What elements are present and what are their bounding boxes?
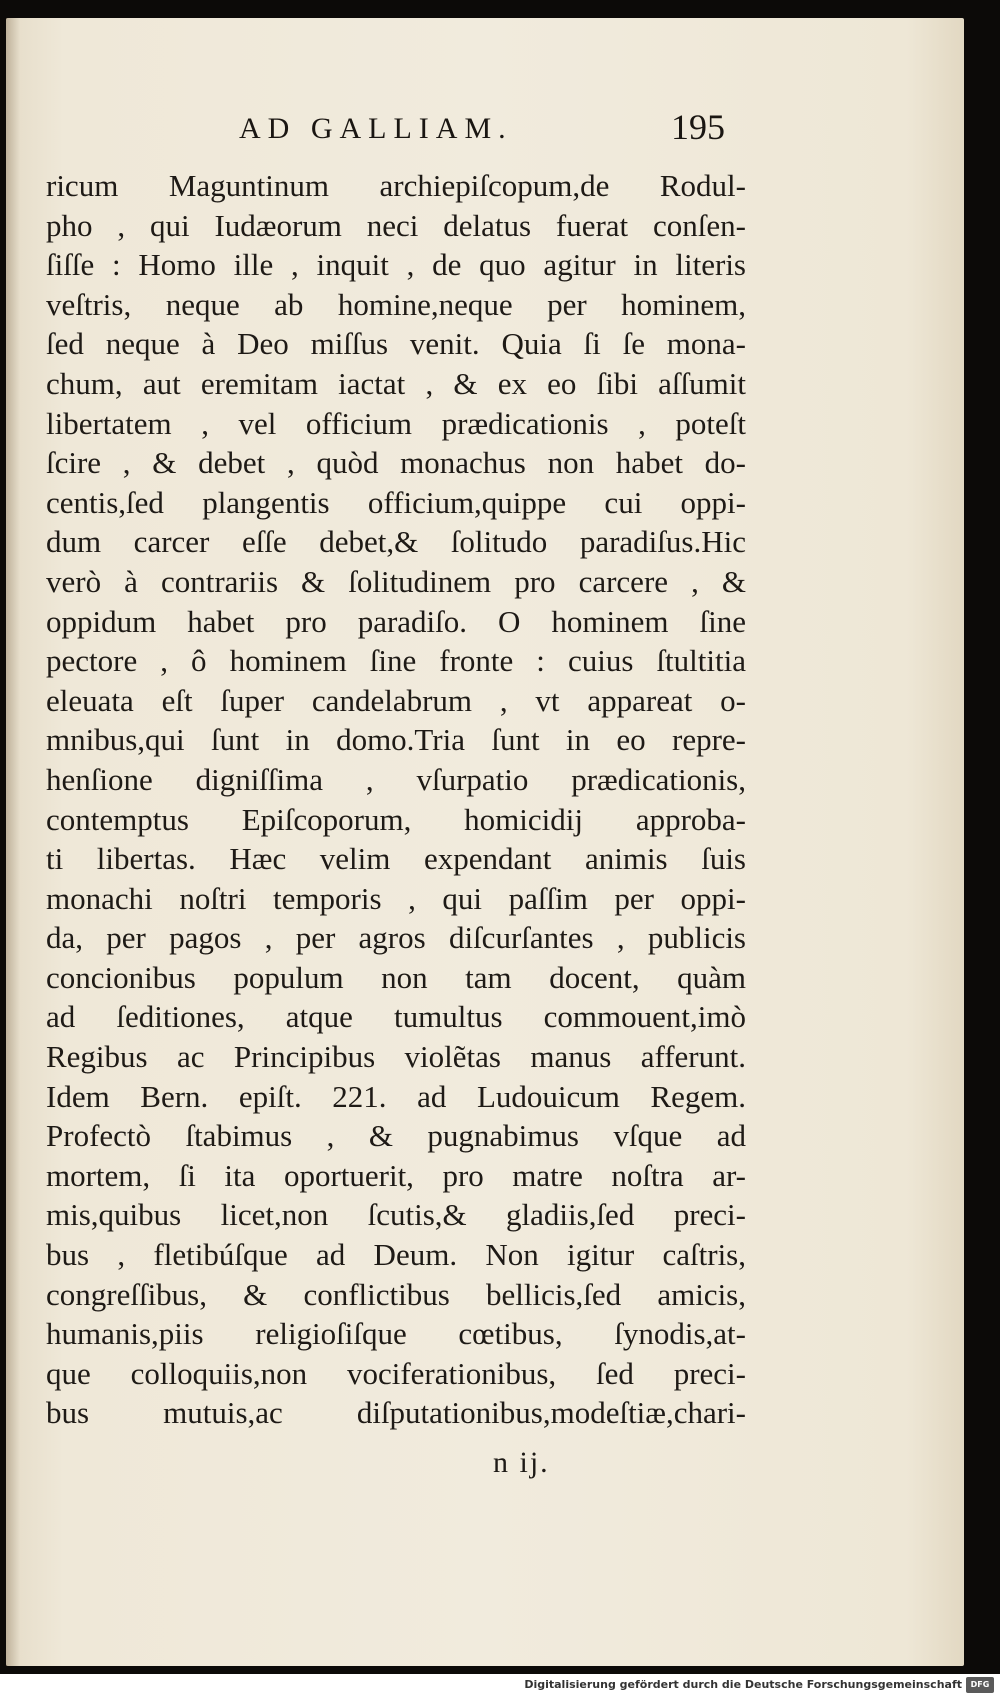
text-line: verò à contrariis & ſolitudinem pro carcere , & — [46, 563, 746, 599]
gutter-shadow — [6, 18, 20, 1666]
text-line: da, per pagos , per agros diſcurſantes , publicis — [46, 920, 746, 956]
text-line: ricum Maguntinum archiepiſcopum,de Rodul- — [46, 168, 746, 203]
text-line: mnibus,qui ſunt in domo.Tria ſunt in eo repre- — [46, 722, 746, 758]
running-head — [46, 107, 746, 162]
footer-bar — [0, 1674, 1000, 1698]
running-title: AD GALLIAM. — [239, 112, 513, 145]
text-line: Regibus ac Principibus violẽtas manus afferunt. — [46, 1039, 746, 1075]
text-line: congreſſibus, & conflictibus bellicis,ſed amicis, — [46, 1276, 746, 1312]
text-line: ad ſeditiones, atque tumultus commouent,imò — [46, 999, 746, 1035]
text-line: concionibus populum non tam docent, quàm — [46, 959, 746, 995]
text-line: ſiſſe : Homo ille , inquit , de quo agitur in literis — [46, 247, 746, 283]
body-text — [46, 166, 746, 1433]
text-line: bus mutuis,ac diſputationibus,modeſtiæ,chari- — [46, 1395, 746, 1431]
book-page — [6, 18, 964, 1666]
text-line: libertatem , vel officium prædicationis , poteſt — [46, 405, 746, 441]
footer-credit: Digitalisierung gefördert durch die Deutsche Forschungsgemeinschaft — [524, 1678, 962, 1691]
text-line: mis,quibus licet,non ſcutis,& gladiis,ſed preci- — [46, 1197, 746, 1233]
text-line: humanis,piis religioſiſque cœtibus, ſynodis,at- — [46, 1316, 746, 1352]
text-line: bus , fletibúſque ad Deum. Non igitur caſtris, — [46, 1237, 746, 1273]
text-line: eleuata eſt ſuper candelabrum , vt appareat o- — [46, 682, 746, 718]
text-line: contemptus Epiſcoporum, homicidij approba- — [46, 801, 746, 837]
text-line: ſed neque à Deo miſſus venit. Quia ſi ſe mona- — [46, 326, 746, 362]
text-line: que colloquiis,non vociferationibus, ſed preci- — [46, 1355, 746, 1391]
text-line: Idem Bern. epiſt. 221. ad Ludouicum Regem. — [46, 1078, 746, 1114]
text-line: centis,ſed plangentis officium,quippe cui oppi- — [46, 484, 746, 520]
text-line: oppidum habet pro paradiſo. O hominem ſine — [46, 603, 746, 639]
text-line: ſcire , & debet , quòd monachus non habet do- — [46, 445, 746, 481]
text-line: veſtris, neque ab homine,neque per hominem, — [46, 286, 746, 322]
text-line: mortem, ſi ita oportuerit, pro matre noſtra ar- — [46, 1157, 746, 1193]
text-line: pectore , ô hominem ſine fronte : cuius ſtultitia — [46, 643, 746, 679]
text-line: henſione digniſſima , vſurpatio prædicationis, — [46, 761, 746, 797]
text-line: chum, aut eremitam iactat , & ex eo ſibi aſſumit — [46, 365, 746, 401]
text-line: ti libertas. Hæc velim expendant animis ſuis — [46, 841, 746, 877]
text-line: monachi noſtri temporis , qui paſſim per oppi- — [46, 880, 746, 916]
text-line: Profectò ſtabimus , & pugnabimus vſque ad — [46, 1118, 746, 1154]
text-line: pho , qui Iudæorum neci delatus fuerat conſen- — [46, 207, 746, 243]
text-line: dum carcer eſſe debet,& ſolitudo paradiſus.Hic — [46, 524, 746, 560]
page-number: 195 — [671, 107, 725, 147]
signature-mark: n ij. — [493, 1446, 550, 1479]
dfg-logo-icon: DFG — [966, 1677, 994, 1693]
